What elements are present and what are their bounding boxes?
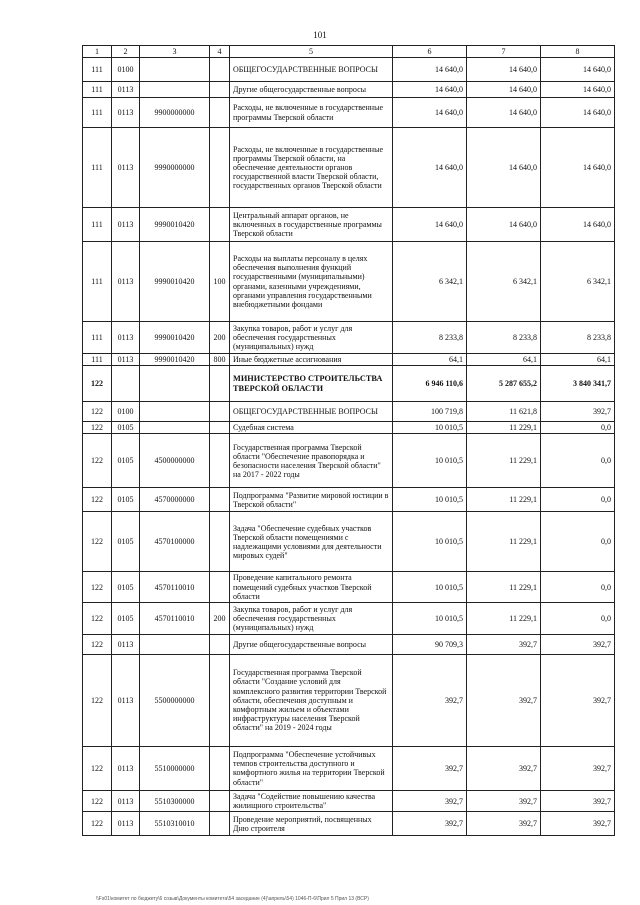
description-cell: Закупка товаров, работ и услуг для обеспечения государственных (муниципальных) нужд — [230, 322, 393, 354]
code-cell-target — [140, 366, 210, 402]
table-row — [83, 572, 615, 603]
amount-cell-col6: 10 010,5 — [393, 572, 467, 603]
amount-cell-col7: 14 640,0 — [467, 208, 541, 242]
amount-cell-col6: 10 010,5 — [393, 434, 467, 488]
description-cell: Расходы на выплаты персоналу в целях обеспечения выполнения функций государственными (муниципальными) органами, казенными учреждениями, органами управления государственными внебюджетными фондами — [230, 242, 393, 322]
table-row — [83, 58, 615, 82]
amount-cell-col6: 10 010,5 — [393, 512, 467, 572]
code-cell-admin: 122 — [83, 746, 112, 790]
table-row — [83, 654, 615, 746]
column-header: 4 — [210, 46, 230, 58]
code-cell-expense-type — [210, 654, 230, 746]
amount-cell-col6: 14 640,0 — [393, 128, 467, 208]
header-row — [83, 46, 615, 58]
code-cell-target: 4570100000 — [140, 512, 210, 572]
description-cell: Иные бюджетные ассигнования — [230, 354, 393, 366]
amount-cell-col8: 14 640,0 — [541, 98, 615, 128]
description-cell: ОБЩЕГОСУДАРСТВЕННЫЕ ВОПРОСЫ — [230, 402, 393, 422]
budget-table — [82, 45, 615, 836]
code-cell-expense-type — [210, 208, 230, 242]
code-cell-expense-type — [210, 422, 230, 434]
code-cell-expense-type: 200 — [210, 602, 230, 634]
code-cell-expense-type: 100 — [210, 242, 230, 322]
code-cell-section — [112, 366, 140, 402]
amount-cell-col6: 14 640,0 — [393, 98, 467, 128]
code-cell-target: 9990010420 — [140, 322, 210, 354]
amount-cell-col7: 5 287 655,2 — [467, 366, 541, 402]
amount-cell-col8: 0,0 — [541, 512, 615, 572]
code-cell-target: 9990010420 — [140, 242, 210, 322]
amount-cell-col7: 392,7 — [467, 654, 541, 746]
description-cell: МИНИСТЕРСТВО СТРОИТЕЛЬСТВА ТВЕРСКОЙ ОБЛАСТИ — [230, 366, 393, 402]
code-cell-section: 0105 — [112, 602, 140, 634]
code-cell-target: 4570110010 — [140, 602, 210, 634]
description-cell: Центральный аппарат органов, не включенных в государственные программы Тверской области — [230, 208, 393, 242]
table-row — [83, 208, 615, 242]
column-header: 8 — [541, 46, 615, 58]
description-cell: Подпрограмма "Обеспечение устойчивых темпов строительства доступного и комфортного жилья на территории Тверской области" — [230, 746, 393, 790]
code-cell-section: 0105 — [112, 512, 140, 572]
code-cell-target: 5500000000 — [140, 654, 210, 746]
amount-cell-col7: 11 229,1 — [467, 422, 541, 434]
amount-cell-col6: 90 709,3 — [393, 634, 467, 654]
code-cell-expense-type — [210, 572, 230, 603]
amount-cell-col7: 14 640,0 — [467, 98, 541, 128]
code-cell-admin: 122 — [83, 790, 112, 811]
amount-cell-col7: 392,7 — [467, 790, 541, 811]
code-cell-section: 0105 — [112, 422, 140, 434]
table-row — [83, 242, 615, 322]
code-cell-target — [140, 82, 210, 98]
code-cell-admin: 111 — [83, 58, 112, 82]
table-row — [83, 434, 615, 488]
amount-cell-col8: 392,7 — [541, 634, 615, 654]
amount-cell-col8: 0,0 — [541, 422, 615, 434]
code-cell-target: 5510300000 — [140, 790, 210, 811]
description-cell: Задача "Содействие повышению качества жилищного строительства" — [230, 790, 393, 811]
code-cell-expense-type — [210, 746, 230, 790]
code-cell-section: 0113 — [112, 82, 140, 98]
code-cell-section: 0113 — [112, 354, 140, 366]
code-cell-target: 9900000000 — [140, 98, 210, 128]
code-cell-section: 0113 — [112, 208, 140, 242]
code-cell-target — [140, 422, 210, 434]
code-cell-admin: 111 — [83, 98, 112, 128]
code-cell-admin: 111 — [83, 208, 112, 242]
code-cell-target: 9990010420 — [140, 354, 210, 366]
code-cell-admin: 122 — [83, 654, 112, 746]
description-cell: Судебная система — [230, 422, 393, 434]
table-row — [83, 634, 615, 654]
code-cell-admin: 122 — [83, 434, 112, 488]
amount-cell-col8: 0,0 — [541, 572, 615, 603]
code-cell-section: 0113 — [112, 812, 140, 836]
description-cell: Расходы, не включенные в государственные программы Тверской области — [230, 98, 393, 128]
code-cell-admin: 111 — [83, 354, 112, 366]
amount-cell-col8: 14 640,0 — [541, 208, 615, 242]
code-cell-admin: 111 — [83, 128, 112, 208]
description-cell: Задача "Обеспечение судебных участков Тверской области помещениями с надлежащими условиями для деятельности мировых судей" — [230, 512, 393, 572]
code-cell-target: 4570110010 — [140, 572, 210, 603]
amount-cell-col8: 392,7 — [541, 812, 615, 836]
amount-cell-col7: 11 229,1 — [467, 512, 541, 572]
code-cell-expense-type — [210, 82, 230, 98]
amount-cell-col6: 100 719,8 — [393, 402, 467, 422]
code-cell-target — [140, 402, 210, 422]
page-number: 101 — [313, 30, 327, 40]
code-cell-section: 0100 — [112, 58, 140, 82]
description-cell: Проведение мероприятий, посвященных Дню строителя — [230, 812, 393, 836]
code-cell-section: 0113 — [112, 322, 140, 354]
amount-cell-col6: 64,1 — [393, 354, 467, 366]
amount-cell-col6: 14 640,0 — [393, 58, 467, 82]
description-cell: Подпрограмма "Развитие мировой юстиции в Тверской области" — [230, 488, 393, 512]
code-cell-section: 0113 — [112, 746, 140, 790]
amount-cell-col8: 64,1 — [541, 354, 615, 366]
description-cell: Закупка товаров, работ и услуг для обеспечения государственных (муниципальных) нужд — [230, 602, 393, 634]
code-cell-expense-type — [210, 98, 230, 128]
code-cell-target — [140, 634, 210, 654]
table-row — [83, 812, 615, 836]
amount-cell-col6: 8 233,8 — [393, 322, 467, 354]
amount-cell-col8: 14 640,0 — [541, 128, 615, 208]
amount-cell-col7: 14 640,0 — [467, 82, 541, 98]
table-row — [83, 128, 615, 208]
code-cell-section: 0113 — [112, 98, 140, 128]
amount-cell-col7: 11 229,1 — [467, 434, 541, 488]
code-cell-admin: 111 — [83, 82, 112, 98]
code-cell-expense-type — [210, 366, 230, 402]
table-row — [83, 422, 615, 434]
amount-cell-col8: 6 342,1 — [541, 242, 615, 322]
code-cell-target: 4570000000 — [140, 488, 210, 512]
amount-cell-col8: 392,7 — [541, 746, 615, 790]
code-cell-section: 0113 — [112, 654, 140, 746]
code-cell-target: 9990010420 — [140, 208, 210, 242]
code-cell-admin: 122 — [83, 602, 112, 634]
code-cell-admin: 122 — [83, 488, 112, 512]
table-row — [83, 98, 615, 128]
column-header: 5 — [230, 46, 393, 58]
description-cell: Другие общегосударственные вопросы — [230, 82, 393, 98]
description-cell: Государственная программа Тверской области "Создание условий для комплексного развития территории Тверской области, обеспечения доступным и комфортным жильем и объектами инфраструктуры населения Тверской области" на 2019 - 2024 годы — [230, 654, 393, 746]
amount-cell-col7: 392,7 — [467, 746, 541, 790]
code-cell-expense-type — [210, 812, 230, 836]
amount-cell-col7: 8 233,8 — [467, 322, 541, 354]
code-cell-admin: 122 — [83, 422, 112, 434]
amount-cell-col6: 6 342,1 — [393, 242, 467, 322]
amount-cell-col7: 11 229,1 — [467, 572, 541, 603]
amount-cell-col6: 392,7 — [393, 654, 467, 746]
code-cell-admin: 111 — [83, 242, 112, 322]
code-cell-admin: 111 — [83, 322, 112, 354]
amount-cell-col8: 3 840 341,7 — [541, 366, 615, 402]
amount-cell-col6: 392,7 — [393, 746, 467, 790]
code-cell-section: 0105 — [112, 488, 140, 512]
code-cell-section: 0113 — [112, 128, 140, 208]
code-cell-admin: 122 — [83, 366, 112, 402]
code-cell-target: 5510000000 — [140, 746, 210, 790]
amount-cell-col6: 14 640,0 — [393, 82, 467, 98]
code-cell-target: 9990000000 — [140, 128, 210, 208]
code-cell-target: 5510310010 — [140, 812, 210, 836]
amount-cell-col7: 11 229,1 — [467, 602, 541, 634]
amount-cell-col7: 392,7 — [467, 634, 541, 654]
table-row — [83, 790, 615, 811]
column-header: 1 — [83, 46, 112, 58]
code-cell-expense-type: 800 — [210, 354, 230, 366]
table-row — [83, 512, 615, 572]
column-header: 3 — [140, 46, 210, 58]
code-cell-admin: 122 — [83, 402, 112, 422]
column-header: 2 — [112, 46, 140, 58]
code-cell-admin: 122 — [83, 512, 112, 572]
amount-cell-col8: 392,7 — [541, 654, 615, 746]
table-row — [83, 354, 615, 366]
code-cell-expense-type — [210, 58, 230, 82]
amount-cell-col6: 10 010,5 — [393, 488, 467, 512]
code-cell-section: 0113 — [112, 790, 140, 811]
code-cell-section: 0113 — [112, 242, 140, 322]
table-row — [83, 488, 615, 512]
code-cell-expense-type — [210, 128, 230, 208]
description-cell: Другие общегосударственные вопросы — [230, 634, 393, 654]
column-header: 6 — [393, 46, 467, 58]
table-row — [83, 366, 615, 402]
amount-cell-col6: 10 010,5 — [393, 422, 467, 434]
code-cell-admin: 122 — [83, 812, 112, 836]
table-row — [83, 746, 615, 790]
table-row — [83, 82, 615, 98]
file-path-footer: \\Fs01\комитет по бюджету\6 созыв\Документы комитета\54 заседание (4)\апрель\54) 1046-П-6\Прил 5 Прил 13 (ВСР) — [96, 896, 369, 902]
code-cell-expense-type — [210, 488, 230, 512]
description-cell: ОБЩЕГОСУДАРСТВЕННЫЕ ВОПРОСЫ — [230, 58, 393, 82]
amount-cell-col7: 6 342,1 — [467, 242, 541, 322]
description-cell: Расходы, не включенные в государственные программы Тверской области, на обеспечение деятельности органов государственной власти Тверской области, государственных органов Тверской области — [230, 128, 393, 208]
amount-cell-col7: 11 621,8 — [467, 402, 541, 422]
code-cell-section: 0105 — [112, 434, 140, 488]
code-cell-section: 0100 — [112, 402, 140, 422]
amount-cell-col6: 392,7 — [393, 790, 467, 811]
table-row — [83, 402, 615, 422]
code-cell-section: 0105 — [112, 572, 140, 603]
amount-cell-col6: 6 946 110,6 — [393, 366, 467, 402]
amount-cell-col8: 8 233,8 — [541, 322, 615, 354]
amount-cell-col7: 64,1 — [467, 354, 541, 366]
amount-cell-col7: 392,7 — [467, 812, 541, 836]
amount-cell-col6: 10 010,5 — [393, 602, 467, 634]
code-cell-expense-type — [210, 634, 230, 654]
amount-cell-col7: 14 640,0 — [467, 128, 541, 208]
code-cell-section: 0113 — [112, 634, 140, 654]
code-cell-target: 4500000000 — [140, 434, 210, 488]
description-cell: Государственная программа Тверской области "Обеспечение правопорядка и безопасности населения Тверской области" на 2017 - 2022 годы — [230, 434, 393, 488]
table-row — [83, 322, 615, 354]
amount-cell-col8: 392,7 — [541, 402, 615, 422]
code-cell-expense-type — [210, 434, 230, 488]
description-cell: Проведение капитального ремонта помещений судебных участков Тверской области — [230, 572, 393, 603]
code-cell-expense-type: 200 — [210, 322, 230, 354]
code-cell-expense-type — [210, 402, 230, 422]
amount-cell-col7: 11 229,1 — [467, 488, 541, 512]
amount-cell-col8: 14 640,0 — [541, 82, 615, 98]
amount-cell-col6: 392,7 — [393, 812, 467, 836]
amount-cell-col8: 14 640,0 — [541, 58, 615, 82]
code-cell-expense-type — [210, 512, 230, 572]
code-cell-expense-type — [210, 790, 230, 811]
amount-cell-col8: 392,7 — [541, 790, 615, 811]
code-cell-admin: 122 — [83, 572, 112, 603]
table-row — [83, 602, 615, 634]
code-cell-target — [140, 58, 210, 82]
amount-cell-col8: 0,0 — [541, 488, 615, 512]
amount-cell-col8: 0,0 — [541, 434, 615, 488]
amount-cell-col8: 0,0 — [541, 602, 615, 634]
amount-cell-col6: 14 640,0 — [393, 208, 467, 242]
code-cell-admin: 122 — [83, 634, 112, 654]
column-header: 7 — [467, 46, 541, 58]
amount-cell-col7: 14 640,0 — [467, 58, 541, 82]
